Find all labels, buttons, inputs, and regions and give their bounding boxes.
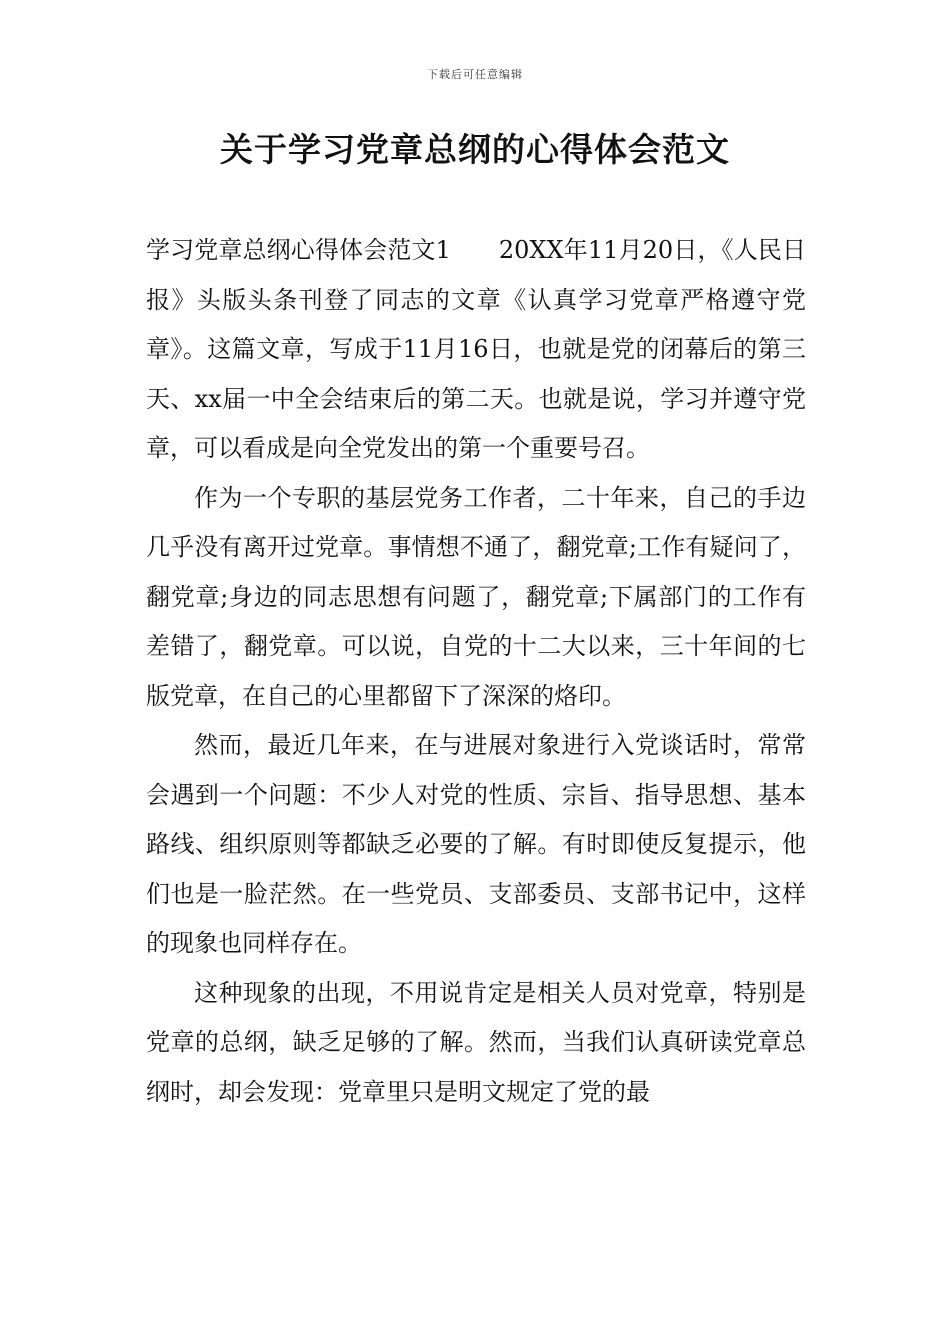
header-note: 下载后可任意编辑 [427, 68, 523, 81]
paragraph-2: 作为一个专职的基层党务工作者，二十年来，自己的手边几乎没有离开过党章。事情想不通了，翻党章;工作有疑问了，翻党章;身边的同志思想有问题了，翻党章;下属部门的工作有差错了，翻党章。可以说，自党的十二大以来，三十年间的七版党章，在自己的心里都留下了深深的烙印。 [146, 483, 806, 710]
paragraph-lead: 学习党章总纲心得体会范文1 [146, 236, 451, 264]
document-title: 关于学习党章总纲的心得体会范文 [220, 130, 730, 169]
paragraph-text: 20XX年11月20日，《人民日报》头版头条刊登了同志的文章《认真学习党章严格遵守党章》。这篇文章，写成于11月16日，也就是党的闭幕后的第三天、xx届一中全会结束后的第二天。也就是说，学习并遵守党章，可以看成是向全党发出的第一个重要号召。 [146, 236, 806, 462]
paragraph-1 [146, 226, 806, 474]
paragraph-4: 这种现象的出现，不用说肯定是相关人员对党章，特别是党章的总纲，缺乏足够的了解。然而，当我们认真研读党章总纲时，却会发现：党章里只是明文规定了党的最 [146, 978, 806, 1106]
paragraph-3: 然而，最近几年来，在与进展对象进行入党谈话时，常常会遇到一个问题：不少人对党的性质、宗旨、指导思想、基本路线、组织原则等都缺乏必要的了解。有时即使反复提示，他们也是一脸茫然。在一些党员、支部委员、支部书记中，这样的现象也同样存在。 [146, 731, 806, 957]
document-body [146, 226, 806, 1117]
